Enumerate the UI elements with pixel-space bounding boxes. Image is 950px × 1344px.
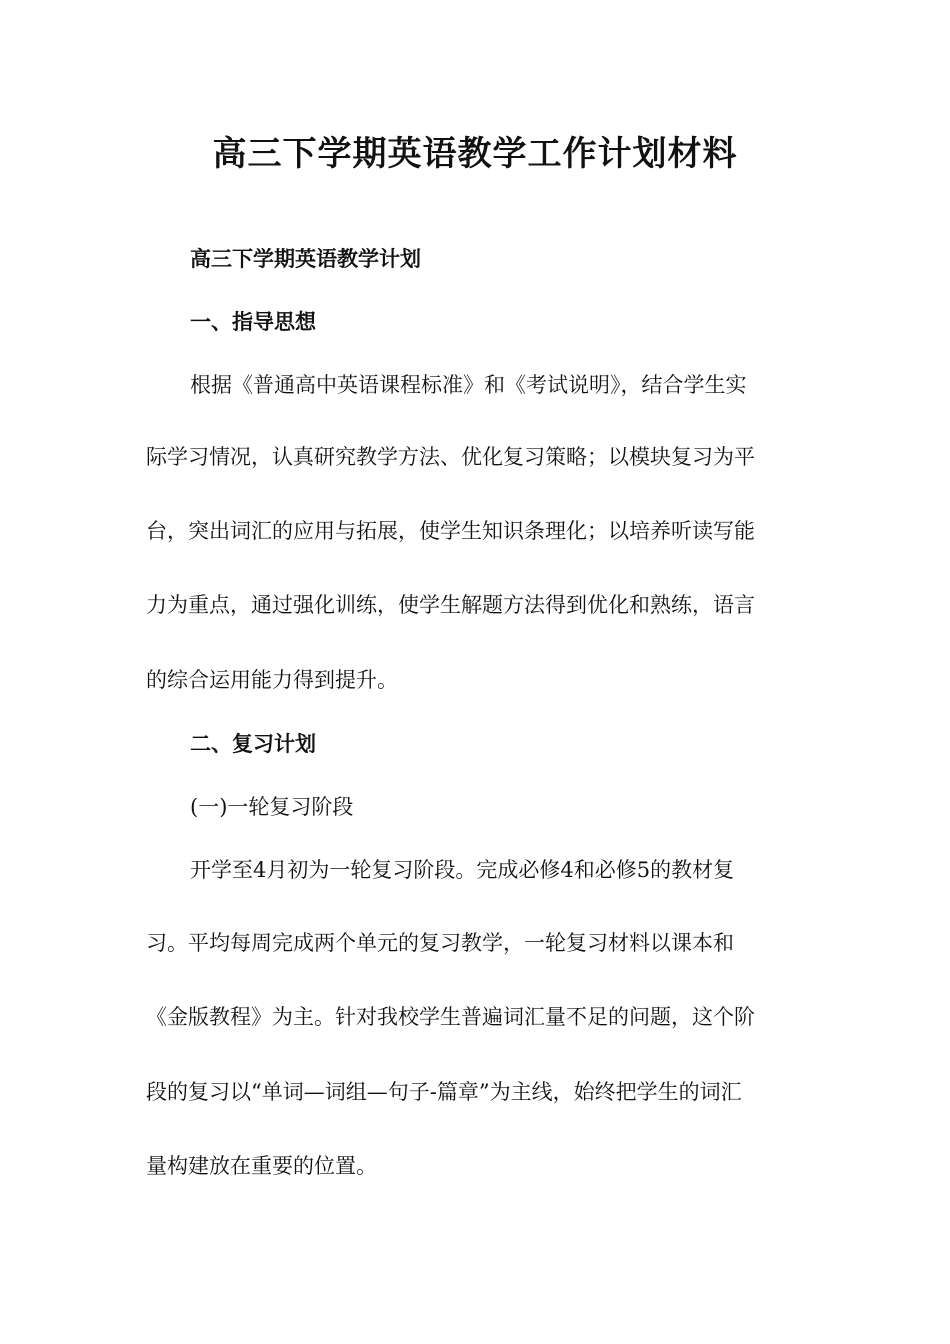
paragraph-line: 开学至4月初为一轮复习阶段。完成必修4和必修5的教材复 [190, 858, 735, 882]
paragraph-line: 根据《普通高中英语课程标准》和《考试说明》，结合学生实 [190, 373, 747, 397]
section-heading-guiding-ideology: 一、指导思想 [190, 309, 316, 334]
paragraph-line: 际学习情况，认真研究教学方法、优化复习策略；以模块复习为平 [146, 445, 755, 469]
paragraph-line: 量构建放在重要的位置。 [146, 1154, 377, 1178]
paragraph-line: 力为重点，通过强化训练，使学生解题方法得到优化和熟练，语言 [146, 593, 755, 617]
document-subtitle: 高三下学期英语教学计划 [190, 246, 421, 271]
paragraph-line: 的综合运用能力得到提升。 [146, 668, 398, 692]
paragraph-line: 台，突出词汇的应用与拓展，使学生知识条理化；以培养听读写能 [146, 519, 755, 543]
document-title: 高三下学期英语教学工作计划材料 [212, 134, 738, 174]
paragraph-line: 《金版教程》为主。针对我校学生普遍词汇量不足的问题，这个阶 [146, 1005, 755, 1029]
paragraph-line: 习。平均每周完成两个单元的复习教学，一轮复习材料以课本和 [146, 931, 734, 955]
section-heading-review-plan: 二、复习计划 [190, 731, 316, 756]
paragraph-line: 段的复习以“单词—词组—句子-篇章”为主线，始终把学生的词汇 [146, 1080, 742, 1104]
subsection-heading-first-round: (一)一轮复习阶段 [190, 795, 354, 819]
